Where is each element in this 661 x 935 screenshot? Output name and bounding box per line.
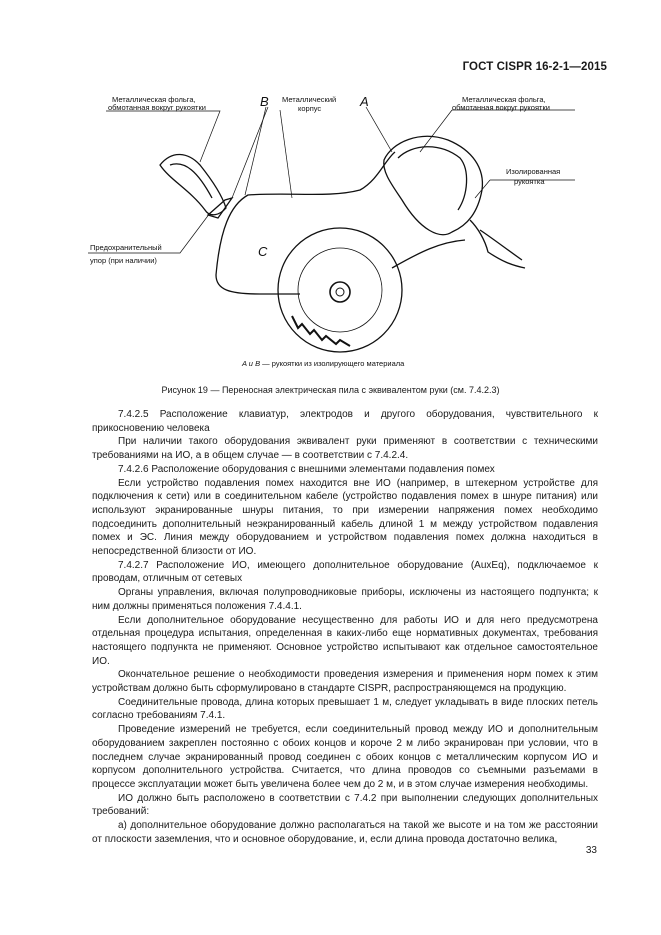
label-guard-1: Предохранительный [90, 243, 162, 252]
label-a: A [360, 94, 369, 109]
paragraph: а) дополнительное оборудование должно располагаться на такой же высоте и на том же расстоянии от плоскости заземления, что и основное оборудование, и, если длина провода достаточно велика, [92, 820, 598, 845]
note-ab: A и B [242, 359, 261, 368]
paragraph: Соединительные провода, длина которых превышает 1 м, следует укладывать в виде плоских петель согласно требованиям 7.4.1. [92, 696, 598, 722]
label-b: B [260, 94, 269, 109]
paragraph: Проведение измерений не требуется, если соединительный провод между ИО и дополнительным оборудованием закреплен постоянно с обоих концов и короче 2 м либо экранирован при условии, что в последнем случае экранированный провод соединен с обоих концов с металлическим корпусом ИО и корпусом дополнительного устройства. Считается, что длина проводов со съемными разъемами в процессе эксплуатации может быть увеличена более чем до 2 м, и в этом случае измерения необходимы. [92, 724, 598, 790]
blade-nut [330, 282, 350, 302]
standard-header: ГОСТ CISPR 16-2-1—2015 [462, 61, 607, 73]
paragraph: ИО должно быть расположено в соответствии с 7.4.2 при выполнении следующих дополнительных требований: [92, 792, 598, 818]
paragraph: При наличии такого оборудования эквивалент руки применяют в соответствии с техническими требованиями на ИО, а в общем случае — в соответствии с 7.4.2.4. [92, 436, 598, 462]
figure-caption: Рисунок 19 — Переносная электрическая пила с эквивалентом руки (см. 7.4.2.3) [161, 385, 500, 395]
handle-a-outline [384, 136, 483, 234]
paragraph: 7.4.2.6 Расположение оборудования с внешними элементами подавления помех [118, 463, 495, 475]
label-handle-1: Изолированная [506, 167, 561, 176]
paragraph: 7.4.2.5 Расположение клавиатур, электродов и другого оборудования, чувствительного к прикосновению человека [92, 409, 598, 434]
figure-note [241, 359, 405, 368]
saw-blade [278, 228, 402, 352]
saw-body-outline [216, 152, 465, 294]
page-number: 33 [585, 845, 597, 856]
paragraph: Окончательное решение о необходимости проведения измерения и применения норм помех к этим устройствам должно быть сформулировано в стандарте CISPR, распространяющемся на продукцию. [92, 669, 598, 695]
label-c: C [258, 244, 268, 259]
label-foil-right-2: обмотанная вокруг рукоятки [452, 103, 550, 112]
label-foil-right-1: Металлическая фольга, [462, 95, 546, 104]
label-body-2: корпус [298, 104, 322, 113]
label-foil-left-2: обмотанная вокруг рукоятки [108, 103, 206, 112]
saw-figure [0, 80, 661, 380]
handle-b-outline [160, 154, 226, 214]
body-text [92, 408, 598, 847]
label-foil-left-1: Металлическая фольга, [112, 95, 196, 104]
blade-teeth [292, 316, 350, 346]
paragraph: Если устройство подавления помех находится вне ИО (например, в штекерном устройстве для подключения к сети) или в соединительном кабеле (устройство подавления помех в шнуре питания) или используют экранированные шнуры питания, то при измерении напряжения помех необходимо подсоединить дополнительный неэкранированный кабель длиной 1 м между устройством подавления помех и ЭС. Линия между оборудованием и устройством подавления помех должна находиться в непосредственной близости от ИО. [92, 477, 598, 558]
label-handle-2: рукоятка [514, 177, 545, 186]
label-body-1: Металлический [282, 95, 337, 104]
paragraph: 7.4.2.7 Расположение ИО, имеющего дополнительное оборудование (AuxEq), подключаемое к проводам, отличным от сетевых [92, 559, 598, 585]
paragraph: Если дополнительное оборудование несущественно для работы ИО и для него предусмотрена отдельная процедура испытания, определенная в каких-либо еще нормативных документах, требования настоящего подпункта не применяют. Основное устройство испытывают как отдельное самостоятельное ИО. [92, 614, 598, 667]
paragraph: Органы управления, включая полупроводниковые приборы, исключены из настоящего подпункта; к ним должны применяться положения 7.4.4.1. [92, 587, 598, 612]
label-guard-2: упор (при наличии) [90, 256, 157, 265]
note-text: — рукоятки из изолирующего материала [260, 359, 405, 368]
cable [470, 220, 525, 268]
